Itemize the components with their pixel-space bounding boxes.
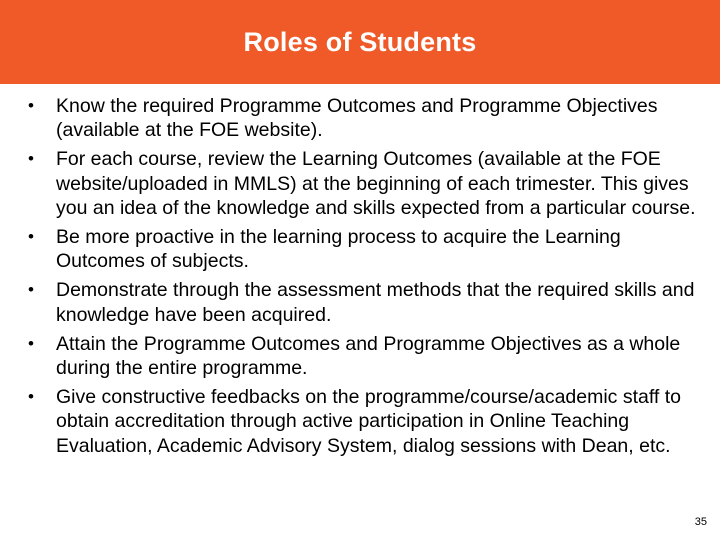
bullet-icon: •: [28, 96, 34, 115]
bullet-text: Give constructive feedbacks on the programme/course/academic staff to obtain accreditation through active participation in Online Teaching Evaluation, Academic Advisory System, dialog sessions with Dean, etc.: [56, 386, 682, 457]
bullet-item: [24, 147, 704, 220]
bullet-text: For each course, review the Learning Outcomes (available at the FOE website/uploaded in MMLS) at the beginning of each trimester. This gives you an idea of the knowledge and skills expected from a particular course.: [56, 148, 696, 219]
bullet-item: [24, 385, 704, 458]
page-number: 35: [694, 516, 707, 528]
bullet-icon: •: [28, 280, 34, 300]
bullet-item: [24, 278, 704, 326]
bullet-text: Demonstrate through the assessment methods that the required skills and knowledge have been acquired.: [56, 279, 695, 326]
bullet-text: Attain the Programme Outcomes and Programme Objectives as a whole during the entire programme.: [56, 332, 681, 380]
bullet-icon: •: [28, 227, 34, 247]
bullet-text: Know the required Programme Outcomes and Programme Objectives (available at the FOE website).: [56, 95, 658, 142]
bullet-text: Be more proactive in the learning process to acquire the Learning Outcomes of subjects.: [56, 226, 621, 273]
title-bar: [0, 0, 720, 84]
bullet-list: [24, 94, 704, 463]
bullet-icon: •: [28, 149, 34, 169]
bullet-item: [24, 94, 704, 142]
bullet-icon: •: [28, 387, 34, 407]
slide-title: Roles of Students: [243, 26, 477, 57]
bullet-icon: •: [28, 333, 34, 353]
bullet-item: [24, 332, 704, 380]
bullet-item: [24, 225, 704, 273]
